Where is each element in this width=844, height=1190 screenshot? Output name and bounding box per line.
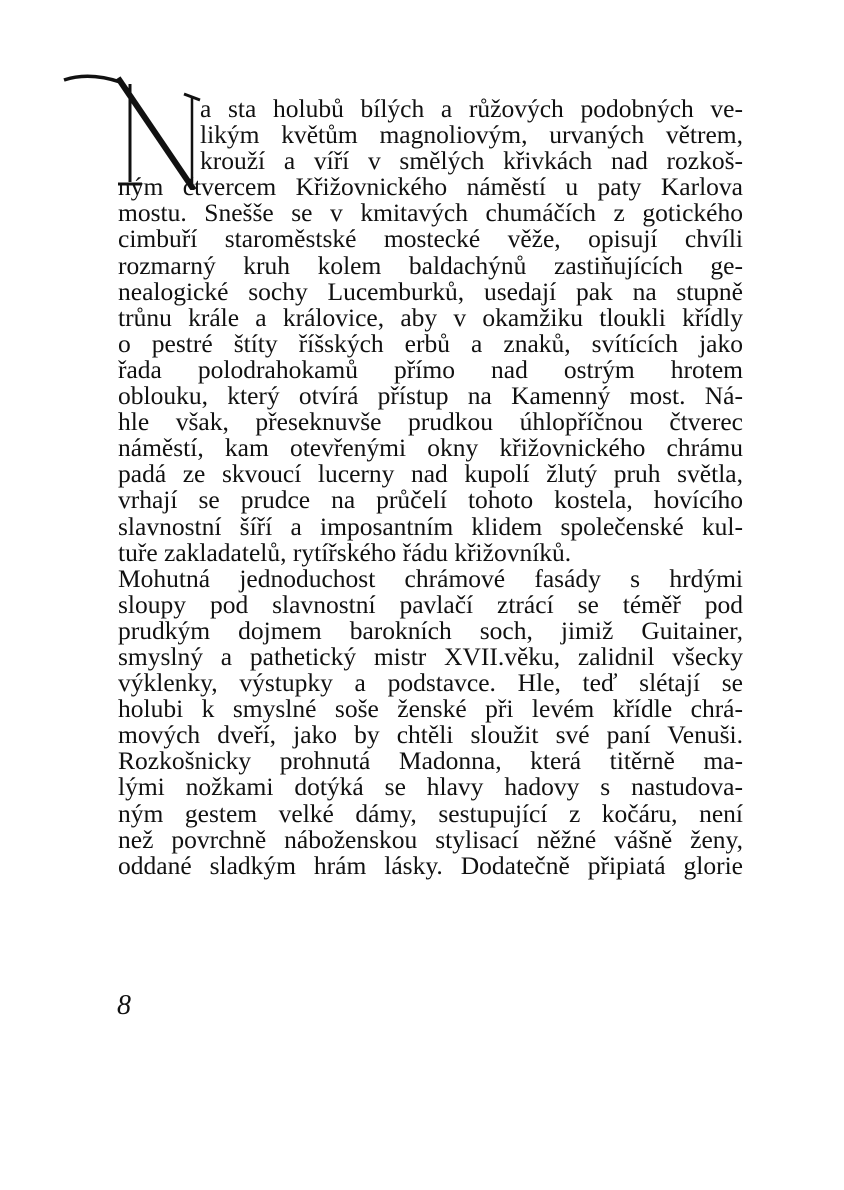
paragraph-1 (118, 96, 743, 566)
text-line: tuře zakladatelů, rytířského řádu křižovníků. (118, 537, 572, 567)
text-line: trůnu krále a královice, aby v okamžiku tloukli křídly (118, 302, 743, 332)
text-line: hle však, přeseknuvše prudkou úhlopříčnou čtverec (118, 407, 743, 437)
text-line: ným gestem velké dámy, sestupující z kočáru, není (118, 798, 743, 828)
text-line: Rozkošnicky prohnutá Madonna, která titěrně ma- (118, 746, 743, 776)
text-line: likým květům magnoliovým, urvaných větrem, (200, 120, 743, 150)
paragraph-2 (118, 563, 743, 880)
text-line: výklenky, výstupky a podstavce. Hle, teď slétají se (118, 668, 743, 698)
text-line: sloupy pod slavnostní pavlačí ztrácí se téměř pod (118, 589, 743, 619)
text-line: vrhají se prudce na průčelí tohoto kostela, hovícího (118, 485, 743, 515)
text-line: ným čtvercem Křižovnického náměstí u paty Karlova (118, 172, 743, 202)
text-line: a sta holubů bílých a růžových podobných ve- (200, 94, 743, 123)
text-line: lými nožkami dotýká se hlavy hadovy s nastudova- (118, 772, 743, 802)
text-line: oblouku, který otvírá přístup na Kamenný most. Ná- (118, 381, 743, 411)
text-line: prudkým dojmem barokních soch, jimiž Guitainer, (118, 615, 743, 645)
text-line: slavnostní šíří a imposantním klidem společenské kul- (118, 511, 743, 541)
text-line: než povrchně náboženskou stylisací něžné vášně ženy, (118, 824, 743, 854)
text-line: holubi k smyslné soše ženské při levém křídle chrá- (118, 694, 743, 724)
text-line: mových dveří, jako by chtěli sloužit své paní Venuši. (118, 720, 743, 750)
text-line: cimbuří staroměstské mostecké věže, opisují chvíli (118, 224, 743, 254)
text-line: krouží a víří v smělých křivkách nad rozkoš- (200, 146, 743, 176)
text-line: řada polodrahokamů přímo nad ostrým hrotem (118, 354, 743, 384)
text-line: padá ze skvoucí lucerny nad kupolí žlutý pruh světla, (118, 459, 743, 489)
page-number: 8 (117, 990, 131, 1021)
text-line: smyslný a pathetický mistr XVII.věku, zalidnil všecky (118, 641, 743, 671)
text-line: rozmarný kruh kolem baldachýnů zastiňujících ge- (118, 250, 743, 280)
text-line: Mohutná jednoduchost chrámové fasády s hrdými (118, 563, 743, 593)
text-line: nealogické sochy Lucemburků, usedají pak na stupně (118, 276, 743, 306)
text-line: oddané sladkým hrám lásky. Dodatečně připiatá glorie (118, 850, 743, 880)
text-line: náměstí, kam otevřenými okny křižovnického chrámu (118, 433, 743, 463)
body-text (118, 96, 743, 879)
text-line: o pestré štíty říšských erbů a znaků, svítících jako (118, 328, 743, 358)
text-line: mostu. Snešše se v kmitavých chumáčích z gotického (118, 198, 743, 228)
